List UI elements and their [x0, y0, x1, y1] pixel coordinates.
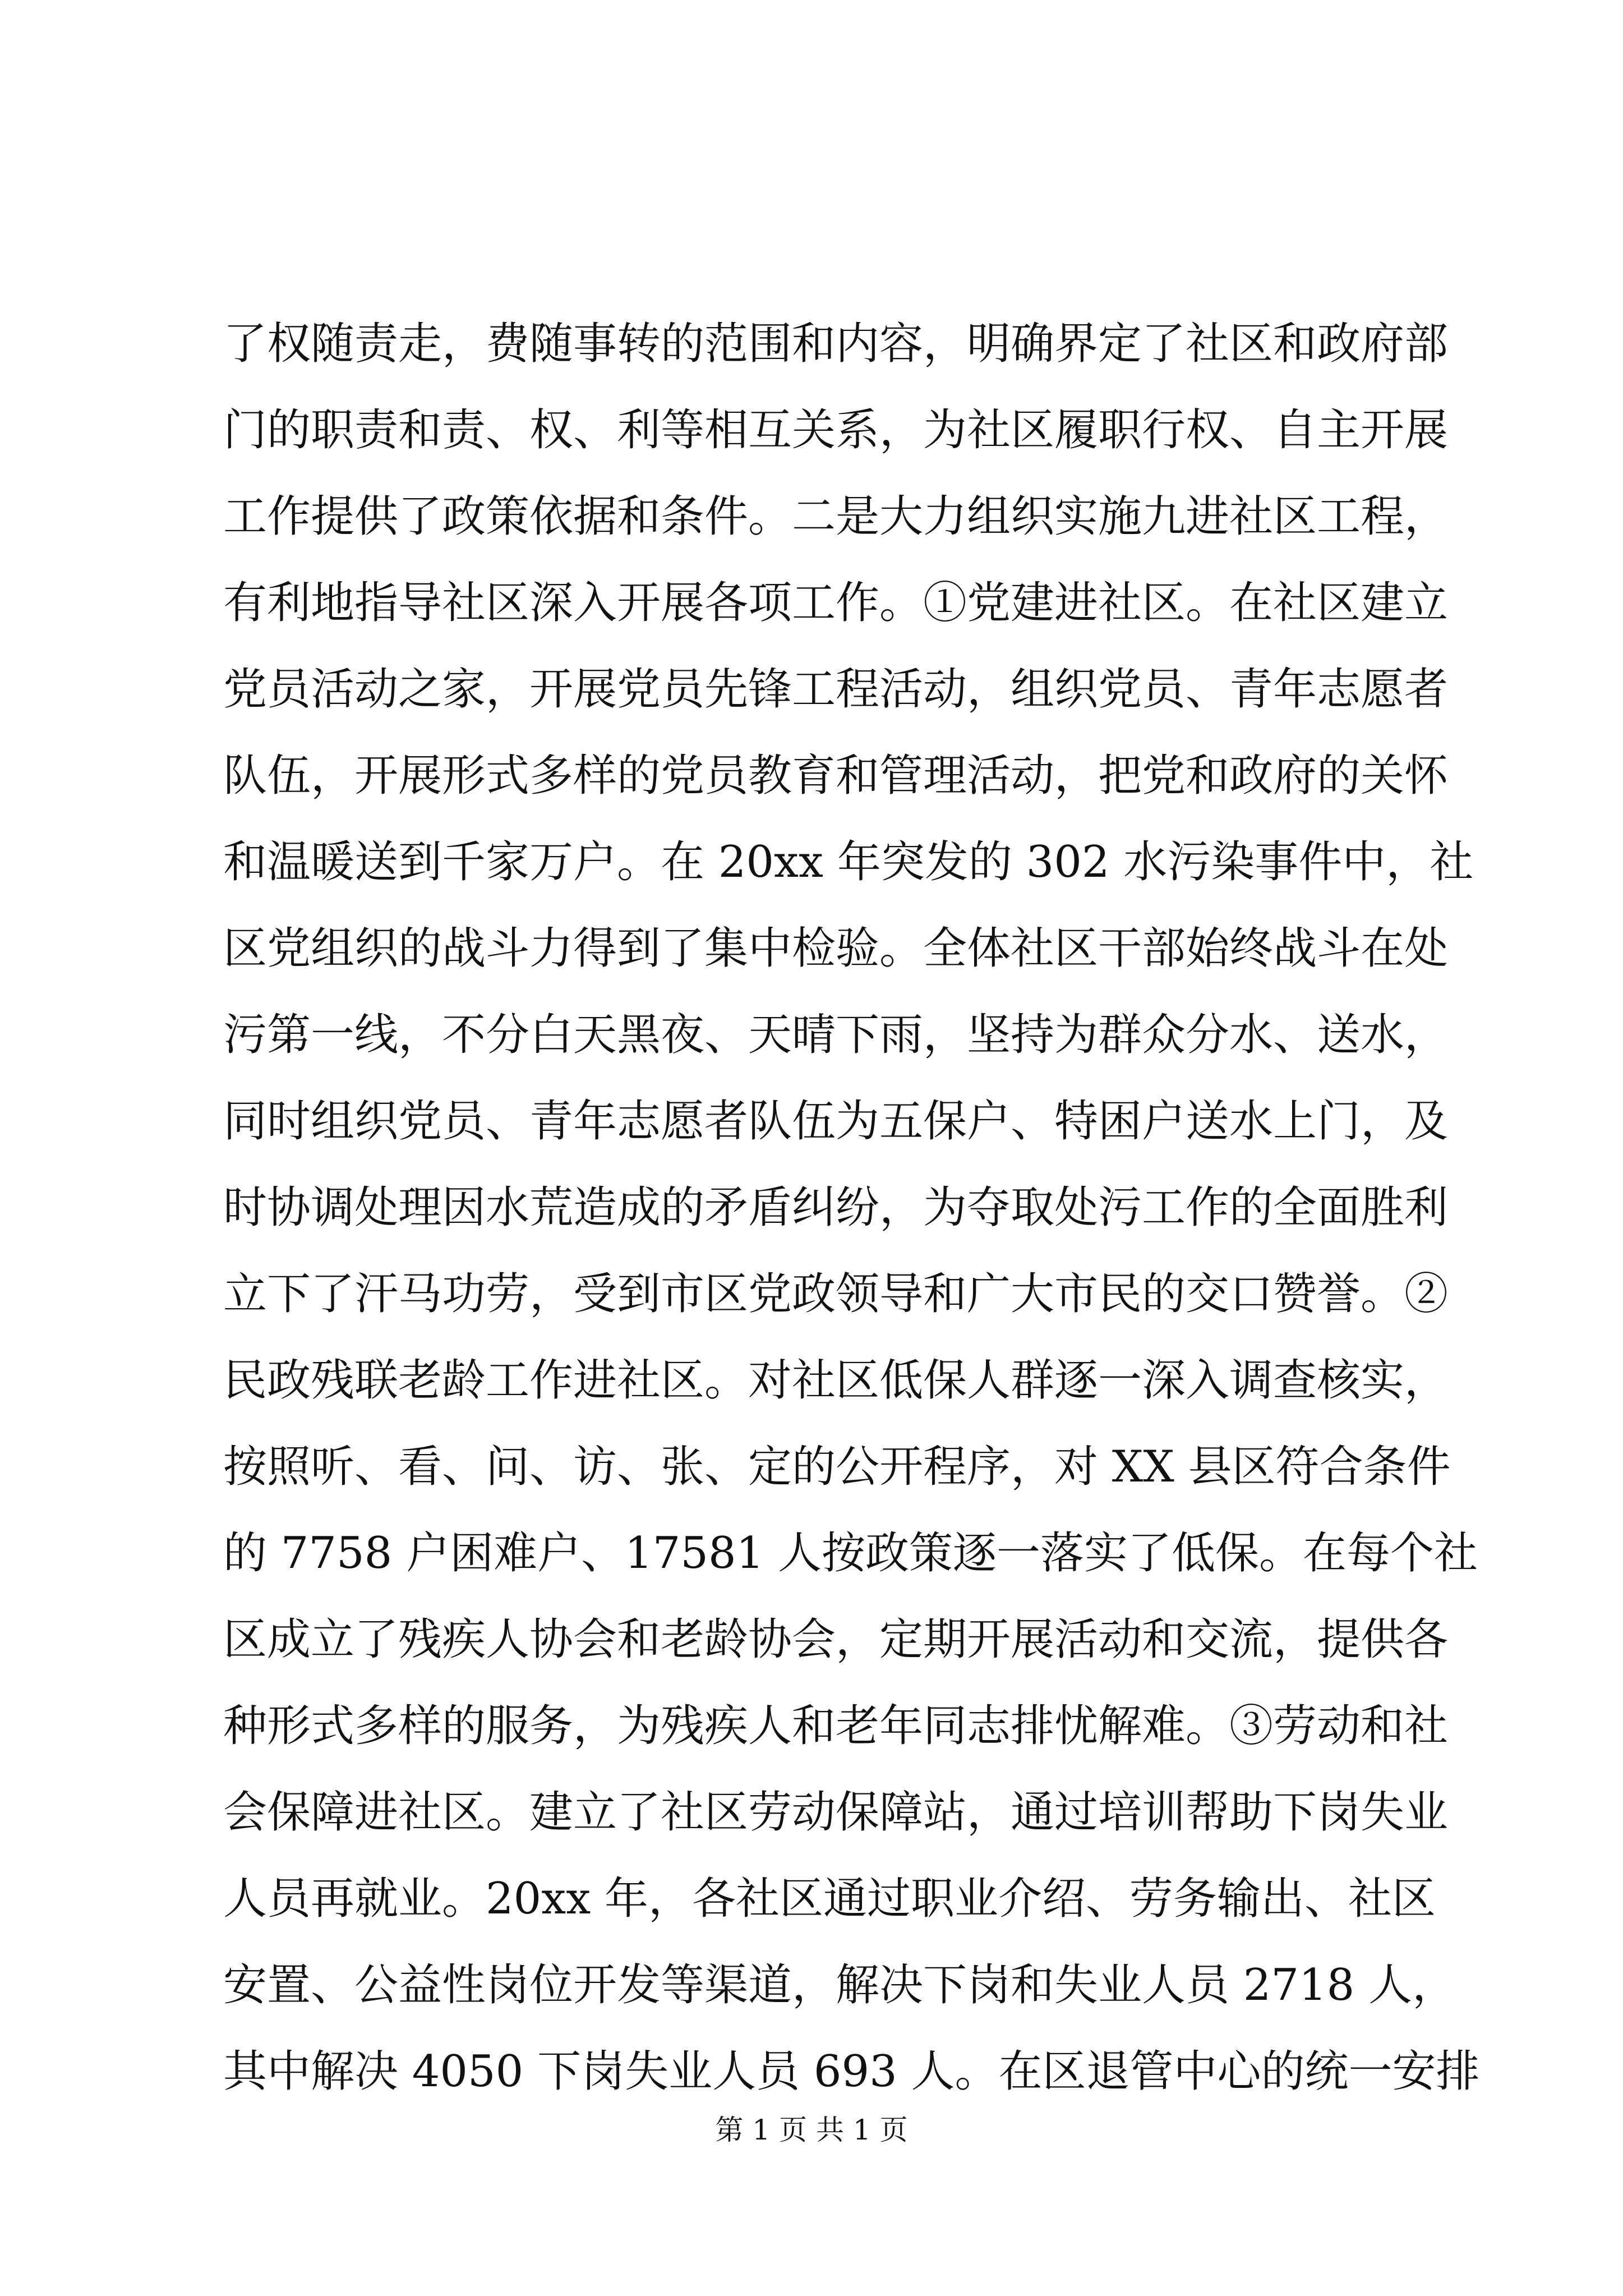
text-line: 同时组织党员、青年志愿者队伍为五保户、特困户送水上门，及	[223, 1096, 1449, 1147]
text-line: 其中解决 4050 下岗失业人员 693 人。在区退管中心的统一安排	[223, 2046, 1480, 2097]
text-line: 安置、公益性岗位开发等渠道，解决下岗和失业人员 2718 人，	[223, 1960, 1456, 2010]
text-line: 区成立了残疾人协会和老龄协会，定期开展活动和交流，提供各	[223, 1614, 1449, 1665]
text-line: 区党组织的战斗力得到了集中检验。全体社区干部始终战斗在处	[223, 923, 1449, 974]
text-line: 民政残联老龄工作进社区。对社区低保人群逐一深入调查核实，	[223, 1355, 1449, 1406]
text-line: 队伍，开展形式多样的党员教育和管理活动，把党和政府的关怀	[223, 751, 1449, 801]
body-text	[223, 301, 1480, 2115]
text-line: 的 7758 户困难户、17581 人按政策逐一落实了低保。在每个社	[223, 1528, 1478, 1579]
text-line: 人员再就业。20xx 年，各社区通过职业介绍、劳务输出、社区	[223, 1874, 1436, 1924]
text-line: 工作提供了政策依据和条件。二是大力组织实施九进社区工程，	[223, 491, 1449, 542]
text-line: 污第一线，不分白天黑夜、天晴下雨，坚持为群众分水、送水，	[223, 1010, 1449, 1060]
text-line: 党员活动之家，开展党员先锋工程活动，组织党员、青年志愿者	[223, 664, 1449, 715]
text-line: 种形式多样的服务，为残疾人和老年同志排忧解难。③劳动和社	[223, 1701, 1449, 1751]
text-line: 和温暖送到千家万户。在 20xx 年突发的 302 水污染事件中，社	[223, 837, 1474, 887]
text-line: 时协调处理因水荒造成的矛盾纠纷，为夺取处污工作的全面胜利	[223, 1182, 1449, 1233]
text-line: 了权随责走，费随事转的范围和内容，明确界定了社区和政府部	[223, 319, 1449, 369]
text-line: 按照听、看、问、访、张、定的公开程序，对 XX 县区符合条件	[223, 1442, 1451, 1492]
text-line: 有利地指导社区深入开展各项工作。①党建进社区。在社区建立	[223, 578, 1449, 628]
text-line: 门的职责和责、权、利等相互关系，为社区履职行权、自主开展	[223, 405, 1449, 455]
page-footer: 第 1 页 共 1 页	[715, 2114, 908, 2146]
text-line: 立下了汗马功劳，受到市区党政领导和广大市民的交口赞誉。②	[223, 1269, 1449, 1319]
text-line: 会保障进社区。建立了社区劳动保障站，通过培训帮助下岗失业	[223, 1787, 1449, 1838]
